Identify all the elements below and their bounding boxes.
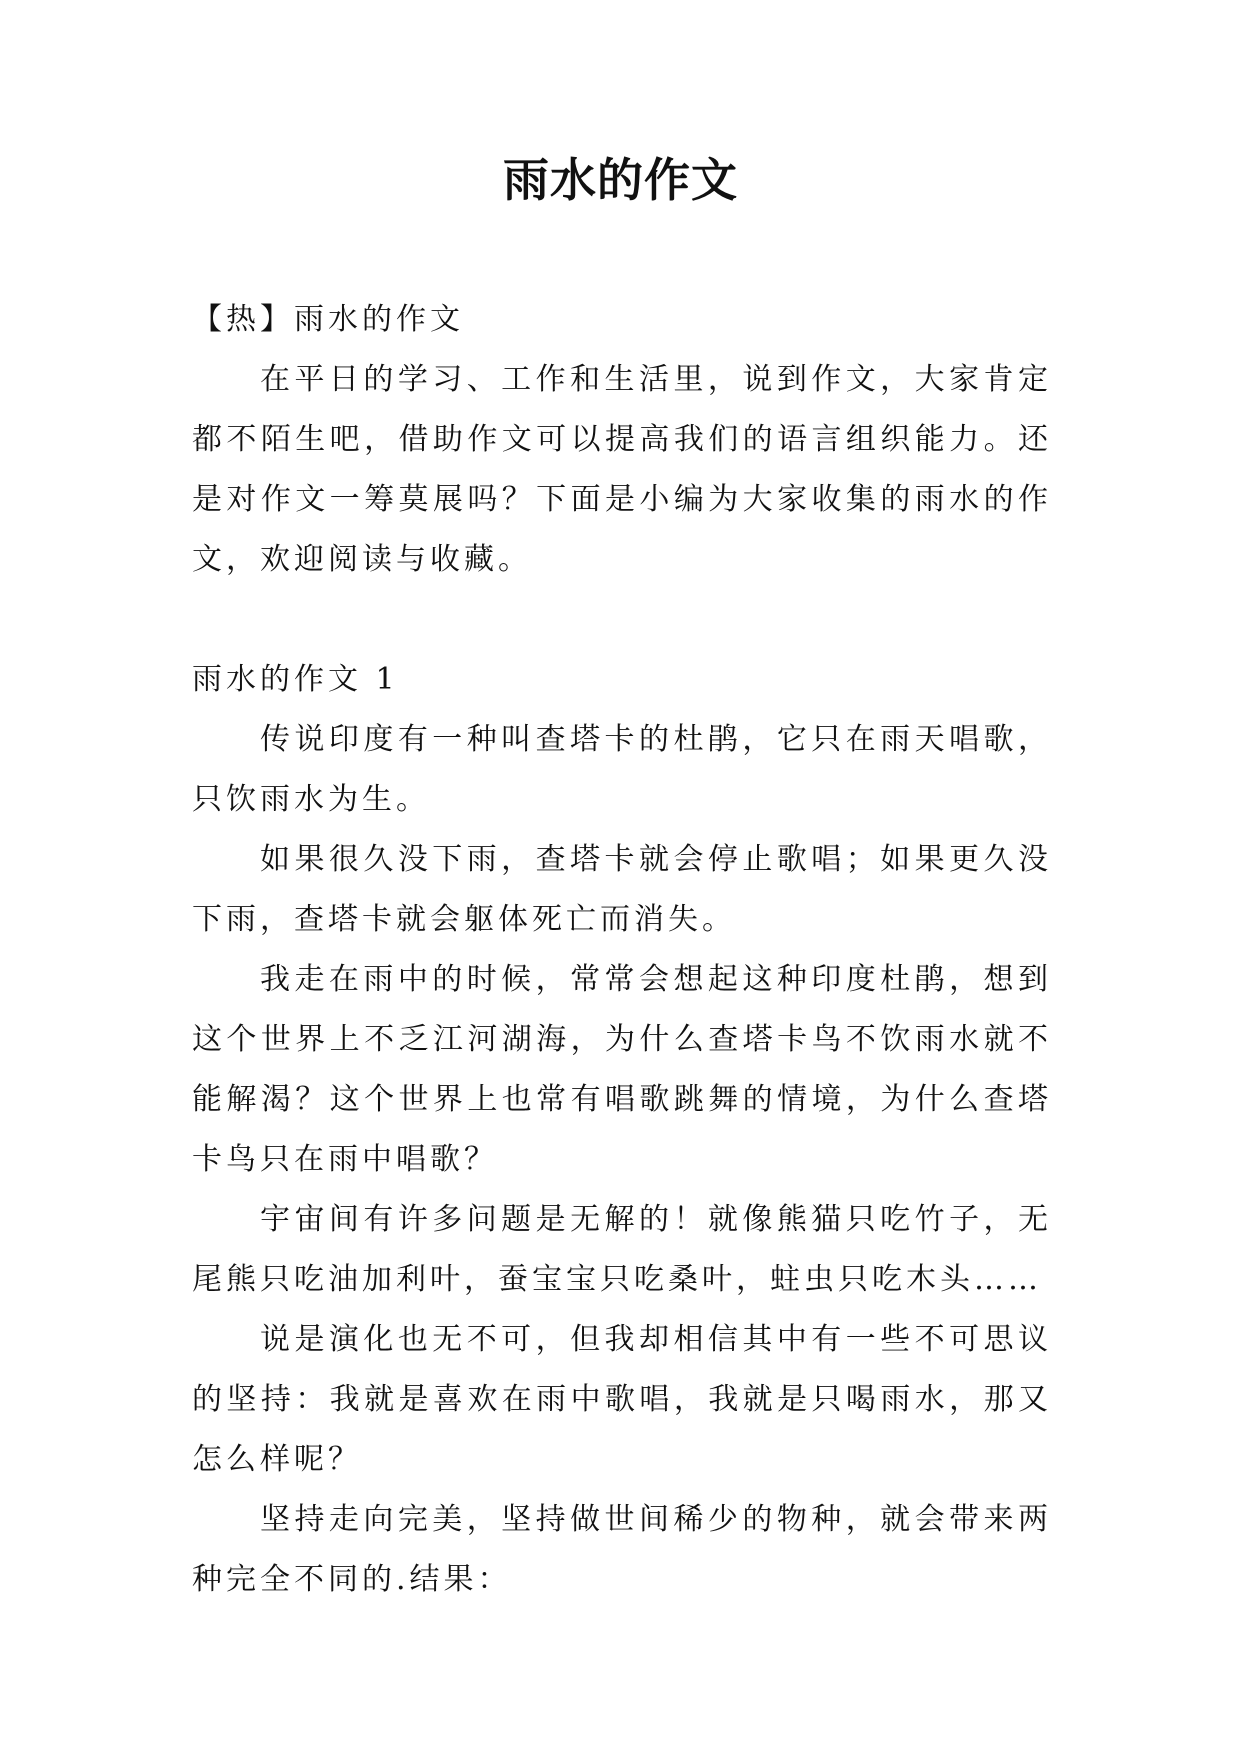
document-body [192, 290, 1052, 1610]
essay-heading: 雨水的作文 1 [192, 662, 399, 697]
intro-paragraph: 在平日的学习、工作和生活里，说到作文，大家肯定都不陌生吧，借助作文可以提高我们的语言组织能力。还是对作文一筹莫展吗？下面是小编为大家收集的雨水的作文，欢迎阅读与收藏。 [192, 362, 1052, 577]
essay-paragraph: 我走在雨中的时候，常常会想起这种印度杜鹃，想到这个世界上不乏江河湖海，为什么查塔卡鸟不饮雨水就不能解渴？这个世界上也常有唱歌跳舞的情境，为什么查塔卡鸟只在雨中唱歌？ [192, 962, 1052, 1177]
intro-heading: 【热】雨水的作文 [192, 302, 464, 337]
essay-paragraph: 宇宙间有许多问题是无解的！就像熊猫只吃竹子，无尾熊只吃油加利叶，蚕宝宝只吃桑叶，蛀虫只吃木头…… [192, 1202, 1052, 1297]
essay-paragraph: 如果很久没下雨，查塔卡就会停止歌唱；如果更久没下雨，查塔卡就会躯体死亡而消失。 [192, 842, 1052, 937]
essay-paragraph: 坚持走向完美，坚持做世间稀少的物种，就会带来两种完全不同的.结果： [192, 1502, 1052, 1597]
document-title: 雨水的作文 [503, 153, 738, 207]
essay-paragraph: 说是演化也无不可，但我却相信其中有一些不可思议的坚持：我就是喜欢在雨中歌唱，我就是只喝雨水，那又怎么样呢？ [192, 1322, 1052, 1477]
essay-paragraph: 传说印度有一种叫查塔卡的杜鹃，它只在雨天唱歌，只饮雨水为生。 [192, 722, 1052, 817]
